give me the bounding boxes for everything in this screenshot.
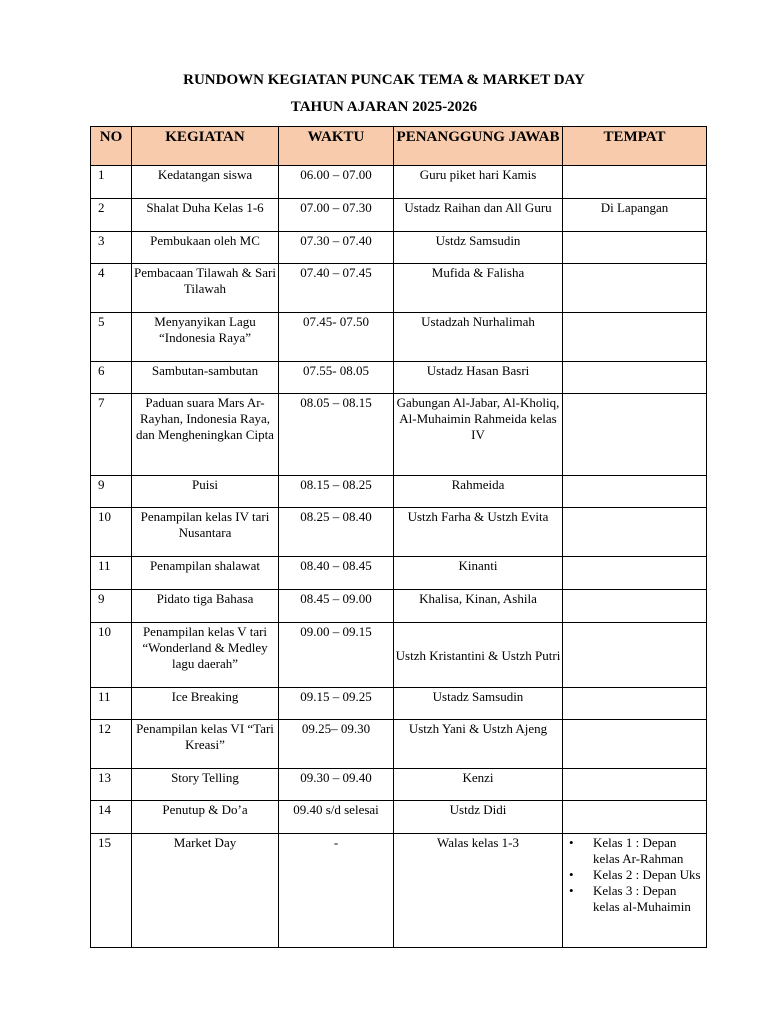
cell-waktu: 08.05 – 08.15 bbox=[279, 394, 394, 476]
cell-kegiatan: Pembacaan Tilawah & Sari Tilawah bbox=[132, 264, 279, 313]
table-row bbox=[91, 362, 707, 394]
cell-no: 9 bbox=[91, 476, 132, 508]
cell-tempat bbox=[563, 688, 707, 720]
cell-penanggung-jawab: Ustadzah Nurhalimah bbox=[394, 313, 563, 362]
table-row bbox=[91, 720, 707, 769]
cell-no: 15 bbox=[91, 834, 132, 948]
cell-waktu: 09.25– 09.30 bbox=[279, 720, 394, 769]
cell-kegiatan: Pidato tiga Bahasa bbox=[132, 590, 279, 623]
cell-tempat bbox=[563, 264, 707, 313]
cell-kegiatan: Shalat Duha Kelas 1-6 bbox=[132, 199, 279, 232]
cell-waktu: 07.30 – 07.40 bbox=[279, 232, 394, 264]
cell-penanggung-jawab: Ustadz Samsudin bbox=[394, 688, 563, 720]
document-title: RUNDOWN KEGIATAN PUNCAK TEMA & MARKET DAY bbox=[183, 72, 585, 88]
cell-no: 11 bbox=[91, 688, 132, 720]
cell-penanggung-jawab: Ustzh Yani & Ustzh Ajeng bbox=[394, 720, 563, 769]
table-header-row bbox=[91, 127, 707, 166]
cell-no: 1 bbox=[91, 166, 132, 199]
cell-waktu: 09.30 – 09.40 bbox=[279, 769, 394, 801]
cell-tempat bbox=[563, 232, 707, 264]
cell-penanggung-jawab: Walas kelas 1-3 bbox=[394, 834, 563, 948]
cell-waktu: 07.40 – 07.45 bbox=[279, 264, 394, 313]
cell-penanggung-jawab: Rahmeida bbox=[394, 476, 563, 508]
cell-tempat bbox=[563, 166, 707, 199]
table-row bbox=[91, 769, 707, 801]
cell-tempat bbox=[563, 590, 707, 623]
cell-penanggung-jawab: Ustzh Farha & Ustzh Evita bbox=[394, 508, 563, 557]
cell-waktu: - bbox=[279, 834, 394, 948]
cell-no: 2 bbox=[91, 199, 132, 232]
cell-penanggung-jawab: Ustzh Kristantini & Ustzh Putri bbox=[394, 623, 563, 688]
cell-waktu: 08.15 – 08.25 bbox=[279, 476, 394, 508]
cell-penanggung-jawab: Ustdz Didi bbox=[394, 801, 563, 834]
cell-kegiatan: Story Telling bbox=[132, 769, 279, 801]
table-row bbox=[91, 590, 707, 623]
cell-no: 14 bbox=[91, 801, 132, 834]
list-item: • Kelas 3 : Depan kelas al-Muhaimin bbox=[563, 883, 706, 915]
cell-waktu: 09.40 s/d selesai bbox=[279, 801, 394, 834]
cell-tempat bbox=[563, 557, 707, 590]
cell-penanggung-jawab: Ustdz Samsudin bbox=[394, 232, 563, 264]
cell-penanggung-jawab: Ustadz Hasan Basri bbox=[394, 362, 563, 394]
table-row bbox=[91, 313, 707, 362]
cell-penanggung-jawab: Mufida & Falisha bbox=[394, 264, 563, 313]
cell-kegiatan: Pembukaan oleh MC bbox=[132, 232, 279, 264]
cell-no: 5 bbox=[91, 313, 132, 362]
cell-kegiatan: Paduan suara Mars Ar-Rayhan, Indonesia Raya, dan Mengheningkan Cipta bbox=[132, 394, 279, 476]
rundown-table bbox=[90, 126, 707, 948]
header-penanggung-jawab: PENANGGUNG JAWAB bbox=[394, 127, 563, 166]
cell-kegiatan: Penutup & Do’a bbox=[132, 801, 279, 834]
cell-tempat bbox=[563, 508, 707, 557]
cell-kegiatan: Penampilan kelas V tari “Wonderland & Medley lagu daerah” bbox=[132, 623, 279, 688]
cell-penanggung-jawab: Guru piket hari Kamis bbox=[394, 166, 563, 199]
cell-no: 10 bbox=[91, 508, 132, 557]
tempat-bullet-list bbox=[563, 835, 706, 915]
table-row bbox=[91, 801, 707, 834]
cell-penanggung-jawab: Kinanti bbox=[394, 557, 563, 590]
cell-tempat bbox=[563, 769, 707, 801]
table-row bbox=[91, 508, 707, 557]
cell-tempat bbox=[563, 720, 707, 769]
cell-no: 3 bbox=[91, 232, 132, 264]
cell-tempat bbox=[563, 623, 707, 688]
cell-kegiatan: Market Day bbox=[132, 834, 279, 948]
cell-no: 11 bbox=[91, 557, 132, 590]
cell-no: 4 bbox=[91, 264, 132, 313]
cell-waktu: 07.45- 07.50 bbox=[279, 313, 394, 362]
table-row bbox=[91, 688, 707, 720]
cell-tempat bbox=[563, 313, 707, 362]
cell-penanggung-jawab: Khalisa, Kinan, Ashila bbox=[394, 590, 563, 623]
cell-waktu: 08.25 – 08.40 bbox=[279, 508, 394, 557]
header-kegiatan: KEGIATAN bbox=[132, 127, 279, 166]
header-waktu: WAKTU bbox=[279, 127, 394, 166]
cell-kegiatan: Sambutan-sambutan bbox=[132, 362, 279, 394]
cell-kegiatan: Puisi bbox=[132, 476, 279, 508]
cell-penanggung-jawab: Gabungan Al-Jabar, Al-Kholiq, Al-Muhaimin Rahmeida kelas IV bbox=[394, 394, 563, 476]
header-tempat: TEMPAT bbox=[563, 127, 707, 166]
cell-kegiatan: Penampilan shalawat bbox=[132, 557, 279, 590]
table-row bbox=[91, 199, 707, 232]
cell-waktu: 09.00 – 09.15 bbox=[279, 623, 394, 688]
cell-penanggung-jawab: Ustadz Raihan dan All Guru bbox=[394, 199, 563, 232]
document-subtitle: TAHUN AJARAN 2025-2026 bbox=[290, 99, 478, 115]
cell-kegiatan: Penampilan kelas VI “Tari Kreasi” bbox=[132, 720, 279, 769]
cell-no: 6 bbox=[91, 362, 132, 394]
table-row bbox=[91, 264, 707, 313]
cell-no: 10 bbox=[91, 623, 132, 688]
cell-waktu: 08.40 – 08.45 bbox=[279, 557, 394, 590]
list-item: • Kelas 2 : Depan Uks bbox=[563, 867, 706, 883]
cell-waktu: 09.15 – 09.25 bbox=[279, 688, 394, 720]
cell-no: 9 bbox=[91, 590, 132, 623]
cell-kegiatan: Kedatangan siswa bbox=[132, 166, 279, 199]
table-row bbox=[91, 232, 707, 264]
table-row bbox=[91, 476, 707, 508]
cell-tempat bbox=[563, 362, 707, 394]
cell-penanggung-jawab: Kenzi bbox=[394, 769, 563, 801]
list-item: • Kelas 1 : Depan kelas Ar-Rahman bbox=[563, 835, 706, 867]
cell-waktu: 06.00 – 07.00 bbox=[279, 166, 394, 199]
cell-waktu: 07.55- 08.05 bbox=[279, 362, 394, 394]
cell-tempat bbox=[563, 801, 707, 834]
cell-tempat bbox=[563, 476, 707, 508]
table-row bbox=[91, 394, 707, 476]
cell-kegiatan: Penampilan kelas IV tari Nusantara bbox=[132, 508, 279, 557]
cell-tempat: Di Lapangan bbox=[563, 199, 707, 232]
header-no: NO bbox=[91, 127, 132, 166]
cell-tempat bbox=[563, 834, 707, 948]
cell-kegiatan: Ice Breaking bbox=[132, 688, 279, 720]
cell-no: 12 bbox=[91, 720, 132, 769]
table-row bbox=[91, 834, 707, 948]
cell-no: 13 bbox=[91, 769, 132, 801]
cell-waktu: 08.45 – 09.00 bbox=[279, 590, 394, 623]
cell-waktu: 07.00 – 07.30 bbox=[279, 199, 394, 232]
cell-kegiatan: Menyanyikan Lagu “Indonesia Raya” bbox=[132, 313, 279, 362]
cell-no: 7 bbox=[91, 394, 132, 476]
cell-tempat bbox=[563, 394, 707, 476]
table-row bbox=[91, 557, 707, 590]
table-row bbox=[91, 166, 707, 199]
table-row bbox=[91, 623, 707, 688]
